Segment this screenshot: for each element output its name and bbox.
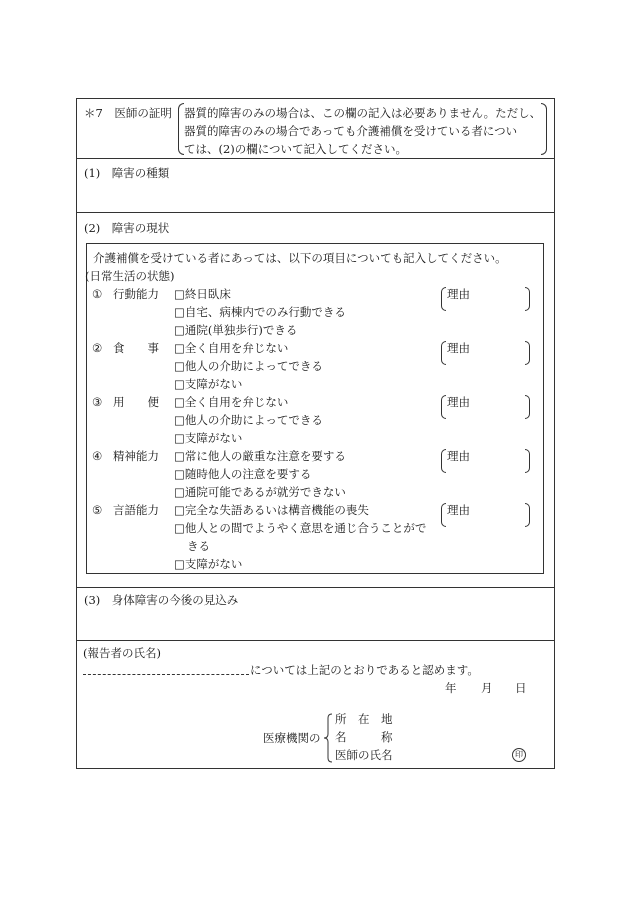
note-line-2: 器質的障害のみの場合であっても介護補償を受けている者につい — [184, 124, 518, 138]
option-checkbox[interactable]: □通院可能であるが就労できない — [174, 485, 346, 499]
option-checkbox[interactable]: □随時他人の注意を要する — [174, 467, 312, 481]
reason-label[interactable]: 理由 — [447, 503, 470, 517]
reporter-name-line[interactable] — [83, 674, 249, 675]
reason-bracket-right — [525, 449, 530, 473]
reason-label[interactable]: 理由 — [447, 449, 470, 463]
option-checkbox[interactable]: □他人の介助によってできる — [174, 359, 323, 373]
future-prognosis-section[interactable] — [77, 588, 554, 641]
reason-bracket-left — [441, 503, 446, 527]
note-line-3: ては、(2)の欄について記入してください。 — [184, 142, 408, 156]
option-continuation: きる — [187, 539, 210, 553]
option-checkbox[interactable]: □通院(単独歩行)できる — [174, 323, 298, 337]
option-checkbox[interactable]: □他人との間でようやく意思を通じ合うことがで — [174, 521, 427, 535]
doctor-certification-row — [77, 99, 554, 159]
doctor-certificate-form — [76, 98, 555, 769]
option-checkbox[interactable]: □終日臥床 — [174, 287, 231, 301]
item-label: 用 便 — [113, 395, 159, 409]
reason-bracket-right — [525, 287, 530, 311]
disability-status-title: (2) 障害の現状 — [84, 221, 170, 235]
date-month[interactable]: 月 — [481, 681, 493, 695]
option-checkbox[interactable]: □常に他人の厳重な注意を要する — [174, 449, 346, 463]
item-number: ② — [92, 341, 103, 355]
daily-life-box — [86, 243, 544, 574]
reason-bracket-left — [441, 449, 446, 473]
reason-bracket-right — [525, 503, 530, 527]
item-label: 精神能力 — [113, 449, 159, 463]
note-bracket-right — [541, 103, 547, 155]
certification-section — [77, 641, 554, 769]
institution-name-label[interactable]: 名 称 — [335, 730, 393, 744]
option-checkbox[interactable]: □自宅、病棟内でのみ行動できる — [174, 305, 346, 319]
reason-label[interactable]: 理由 — [447, 341, 470, 355]
option-checkbox[interactable]: □他人の介助によってできる — [174, 413, 323, 427]
care-instruction: 介護補償を受けている者にあっては、以下の項目についても記入してください。 — [93, 251, 507, 265]
date-year[interactable]: 年 — [445, 681, 457, 695]
institution-label: 医療機関の — [263, 731, 321, 745]
institution-address-label[interactable]: 所 在 地 — [335, 712, 393, 726]
disability-type-title: (1) 障害の種類 — [84, 166, 170, 180]
item-label: 食 事 — [113, 341, 159, 355]
option-checkbox[interactable]: □全く自用を弁じない — [174, 341, 289, 355]
item-label: 言語能力 — [113, 503, 159, 517]
reason-bracket-right — [525, 395, 530, 419]
reason-bracket-left — [441, 287, 446, 311]
item-number: ④ — [92, 449, 103, 463]
seal-mark[interactable]: 印 — [512, 748, 526, 762]
reason-label[interactable]: 理由 — [447, 395, 470, 409]
item-label: 行動能力 — [113, 287, 159, 301]
date-day[interactable]: 日 — [515, 681, 527, 695]
option-checkbox[interactable]: □支障がない — [174, 557, 243, 571]
reason-label[interactable]: 理由 — [447, 287, 470, 301]
disability-type-section[interactable] — [77, 159, 554, 213]
option-checkbox[interactable]: □完全な失語あるいは構音機能の喪失 — [174, 503, 369, 517]
reason-bracket-left — [441, 395, 446, 419]
daily-life-subheading: (日常生活の状態) — [85, 269, 175, 283]
curly-brace-icon — [323, 713, 333, 763]
reason-bracket-right — [525, 341, 530, 365]
note-line-1: 器質的障害のみの場合は、この欄の記入は必要ありません。ただし、 — [184, 106, 542, 120]
reporter-name-label: (報告者の氏名) — [83, 646, 161, 660]
option-checkbox[interactable]: □支障がない — [174, 377, 243, 391]
option-checkbox[interactable]: □全く自用を弁じない — [174, 395, 289, 409]
option-checkbox[interactable]: □支障がない — [174, 431, 243, 445]
future-prognosis-title: (3) 身体障害の今後の見込み — [84, 593, 239, 607]
reason-bracket-left — [441, 341, 446, 365]
certify-text: については上記のとおりであると認めます。 — [250, 663, 479, 677]
item-number: ③ — [92, 395, 103, 409]
doctor-name-label[interactable]: 医師の氏名 — [335, 748, 393, 762]
doctor-certification-label: ＊7 医師の証明 — [84, 106, 172, 120]
item-number: ⑤ — [92, 503, 103, 517]
item-number: ① — [92, 287, 103, 301]
